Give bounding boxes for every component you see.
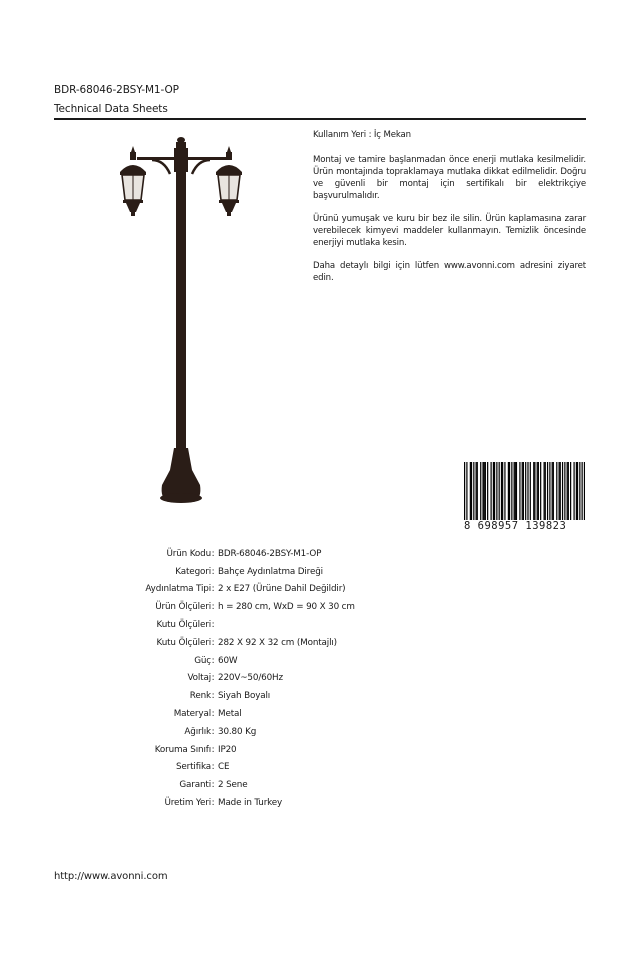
barcode-bar bbox=[494, 462, 495, 522]
barcode-bar bbox=[560, 462, 561, 522]
spec-row bbox=[100, 634, 500, 652]
spec-separator: : bbox=[211, 691, 215, 702]
barcode-bar bbox=[553, 462, 554, 522]
barcode-bar bbox=[471, 462, 472, 522]
barcode-bar bbox=[559, 462, 560, 522]
barcode-bar bbox=[568, 462, 569, 522]
spec-label: Renk bbox=[189, 691, 211, 702]
spec-label: Voltaj bbox=[187, 673, 211, 684]
spec-separator: : bbox=[211, 637, 215, 648]
spec-row bbox=[100, 598, 500, 616]
spec-value: 60W bbox=[218, 655, 238, 666]
spec-separator: : bbox=[211, 762, 215, 773]
spec-value: CE bbox=[218, 762, 230, 773]
barcode-bar bbox=[508, 462, 509, 522]
website-note: Daha detaylı bilgi için lütfen www.avonni.com adresini ziyaret edin. bbox=[313, 261, 586, 283]
installation-warning: Montaj ve tamire başlanmadan önce enerji mutlaka kesilmelidir. Ürün montajında topraklamaya mutlaka dikkat edilmelidir. Doğru ve güvenli bir montaj için sertifikalı bir elektrikçiye başvurulmalıdır. bbox=[313, 155, 586, 201]
barcode-bar bbox=[567, 462, 568, 522]
barcode-bar bbox=[480, 462, 481, 522]
barcode-bar bbox=[476, 462, 477, 522]
barcode-bar bbox=[482, 462, 483, 522]
cleaning-instructions: Ürünü yumuşak ve kuru bir bez ile silin. Ürün kaplamasına zarar verebilecek kimyevi maddeler kullanmayın. Temizlik öncesinde enerjiyi mutlaka kesin. bbox=[313, 214, 586, 248]
spec-row bbox=[100, 670, 500, 688]
spec-separator: : bbox=[211, 798, 215, 809]
barcode-bar bbox=[501, 462, 502, 522]
barcode-bar bbox=[540, 462, 541, 522]
spec-value: 220V~50/60Hz bbox=[218, 673, 283, 684]
spec-value: 2 Sene bbox=[218, 780, 248, 791]
barcode-bar bbox=[533, 462, 534, 522]
barcode-bar bbox=[577, 462, 578, 522]
spec-label: Ürün Kodu bbox=[166, 548, 211, 559]
barcode-bar bbox=[493, 462, 494, 522]
spec-label: Sertifika bbox=[175, 762, 211, 773]
barcode-bar bbox=[516, 462, 517, 522]
spec-label: Materyal bbox=[173, 709, 211, 720]
barcode-bar bbox=[491, 462, 492, 522]
spec-separator: : bbox=[211, 584, 215, 595]
barcode-bar bbox=[484, 462, 485, 522]
spec-value: 282 X 92 X 32 cm (Montajlı) bbox=[218, 637, 337, 648]
barcode-bar bbox=[502, 462, 503, 522]
barcode-bar bbox=[538, 462, 539, 522]
barcode-bar bbox=[573, 462, 574, 522]
barcode-bar bbox=[477, 462, 478, 522]
spec-value: 30.80 Kg bbox=[218, 726, 257, 737]
barcode-bar bbox=[514, 462, 515, 522]
footer-website-link[interactable]: http://www.avonni.com bbox=[54, 871, 168, 882]
spec-label: Ürün Ölçüleri bbox=[155, 602, 211, 613]
spec-value: IP20 bbox=[218, 744, 237, 755]
spec-row bbox=[100, 741, 500, 759]
barcode-bar bbox=[515, 462, 516, 522]
spec-separator: : bbox=[211, 620, 215, 631]
spec-label: Kategori bbox=[175, 566, 211, 577]
spec-separator: : bbox=[211, 655, 215, 666]
barcode-bar bbox=[496, 462, 497, 522]
barcode-bar bbox=[552, 462, 553, 522]
barcode-digits: 8 698957 139823 bbox=[464, 520, 585, 532]
spec-separator: : bbox=[211, 709, 215, 720]
spec-label: Kutu Ölçüleri bbox=[156, 620, 211, 631]
document-subtitle: Technical Data Sheets bbox=[54, 103, 168, 115]
barcode-bar bbox=[534, 462, 535, 522]
spec-row bbox=[100, 652, 500, 670]
spec-row bbox=[100, 776, 500, 794]
spec-separator: : bbox=[211, 780, 215, 791]
usage-location: Kullanım Yeri : İç Mekan bbox=[313, 130, 411, 140]
spec-label: Güç bbox=[194, 655, 211, 666]
spec-row bbox=[100, 563, 500, 581]
spec-separator: : bbox=[211, 673, 215, 684]
spec-row bbox=[100, 705, 500, 723]
spec-label: Kutu Ölçüleri bbox=[156, 637, 211, 648]
barcode-bar bbox=[470, 462, 471, 522]
spec-row bbox=[100, 794, 500, 812]
barcode-bar bbox=[522, 462, 523, 522]
spec-row bbox=[100, 616, 500, 634]
barcode-bar bbox=[499, 462, 500, 522]
spec-label: Ağırlık bbox=[184, 726, 211, 737]
spec-value: BDR-68046-2BSY-M1-OP bbox=[218, 548, 322, 559]
barcode-bar bbox=[509, 462, 510, 522]
spec-value: Made in Turkey bbox=[218, 798, 283, 809]
barcode-bar bbox=[527, 462, 528, 522]
spec-label: Garanti bbox=[179, 780, 211, 791]
spec-label: Aydınlatma Tipi bbox=[145, 584, 211, 595]
spec-separator: : bbox=[211, 602, 215, 613]
spec-value: Bahçe Aydınlatma Direği bbox=[218, 566, 323, 577]
barcode-bar bbox=[544, 462, 545, 522]
barcode-bar bbox=[556, 462, 557, 522]
barcode-bar bbox=[519, 462, 520, 522]
barcode-bar bbox=[570, 462, 571, 522]
spec-separator: : bbox=[211, 726, 215, 737]
spec-value: Metal bbox=[218, 709, 242, 720]
lamp-post-image bbox=[112, 130, 252, 510]
barcode-bar bbox=[547, 462, 548, 522]
barcode-bar bbox=[549, 462, 550, 522]
spec-row bbox=[100, 687, 500, 705]
spec-label: Üretim Yeri bbox=[164, 798, 211, 809]
product-code-title: BDR-68046-2BSY-M1-OP bbox=[54, 84, 179, 96]
barcode-bar bbox=[473, 462, 474, 522]
spec-table bbox=[100, 545, 500, 812]
barcode-bar bbox=[530, 462, 531, 522]
barcode-bar bbox=[562, 462, 563, 522]
barcode-bar bbox=[485, 462, 486, 522]
document-header bbox=[54, 84, 586, 116]
spec-separator: : bbox=[211, 548, 215, 559]
barcode-bar bbox=[564, 462, 565, 522]
barcode-bar bbox=[504, 462, 505, 522]
spec-row bbox=[100, 759, 500, 777]
barcode-bar bbox=[511, 462, 512, 522]
header-divider bbox=[54, 118, 586, 120]
barcode-bar bbox=[545, 462, 546, 522]
barcode-bar bbox=[537, 462, 538, 522]
spec-row bbox=[100, 581, 500, 599]
spec-separator: : bbox=[211, 744, 215, 755]
spec-row bbox=[100, 723, 500, 741]
spec-separator: : bbox=[211, 566, 215, 577]
spec-label: Koruma Sınıfı bbox=[154, 744, 211, 755]
product-info bbox=[313, 129, 586, 295]
barcode-bar bbox=[576, 462, 577, 522]
barcode-bar bbox=[487, 462, 488, 522]
spec-value: h = 280 cm, WxD = 90 X 30 cm bbox=[218, 602, 355, 613]
spec-value: Siyah Boyalı bbox=[218, 691, 271, 702]
spec-row bbox=[100, 545, 500, 563]
barcode-bar bbox=[579, 462, 580, 522]
spec-value: 2 x E27 (Ürüne Dahil Değildir) bbox=[218, 584, 346, 595]
